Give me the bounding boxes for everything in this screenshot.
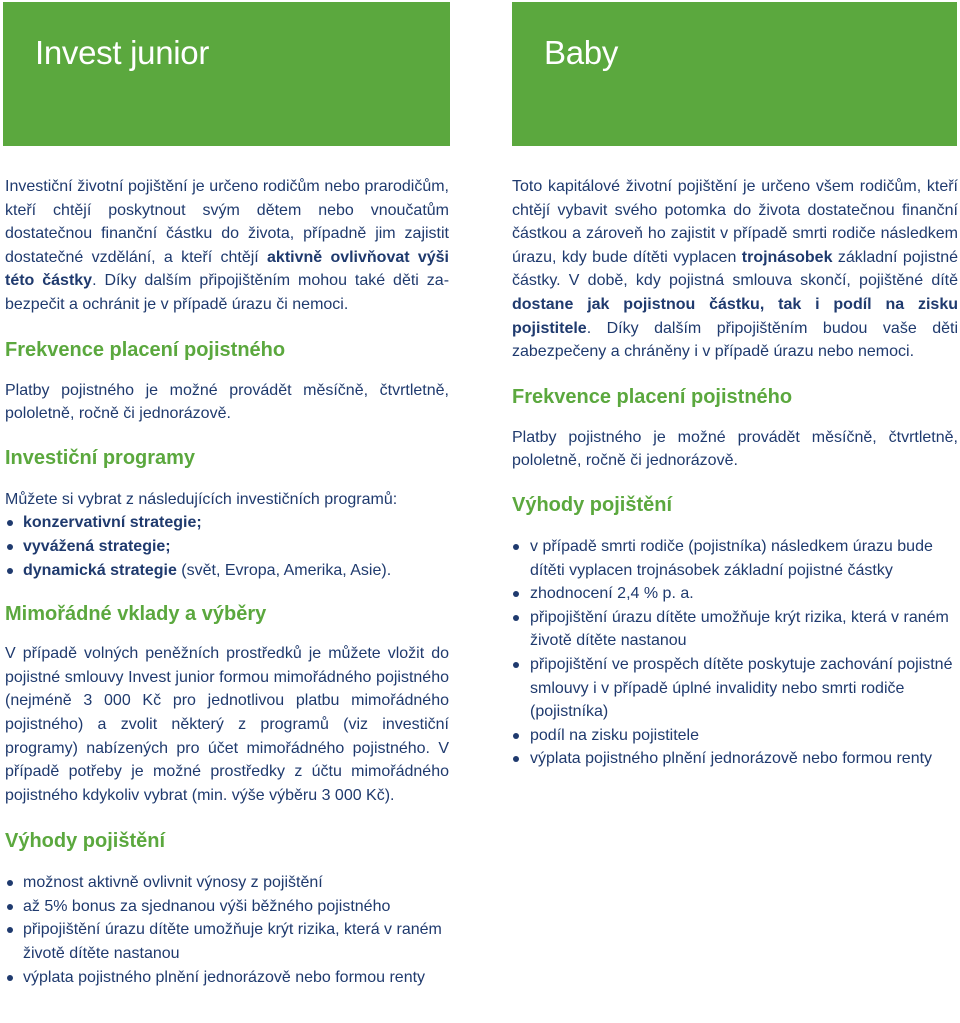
freq-heading: Frekvence placení pojistného [512,385,793,408]
list-item: zhodnocení 2,4 % p. a. [512,582,958,606]
list-item: až 5% bonus za sjednanou výši běžného pojistného [5,895,449,919]
list-item: v případě smrti rodiče (pojistníka) následkem úrazu bude dítěti vyplacen trojnásobek základní pojistné částky [512,535,958,582]
invest-junior-header [3,2,450,146]
programs-intro: Můžete si vybrat z následujících investičních programů: [5,490,398,508]
list-item: dynamická strategie (svět, Evropa, Amerika, Asie). [5,559,449,583]
list-item: možnost aktivně ovlivnit výnosy z pojištění [5,871,449,895]
baby-header [512,2,957,146]
list-item: výplata pojistného plnění jednorázově nebo formou renty [512,747,958,771]
baby-title: Baby [544,34,619,71]
benefits-heading: Výhody pojištění [5,830,166,853]
intro-emphasis: dostane jak pojistnou částku, tak i podíl na zisku pojistitele [512,295,958,337]
extra-heading: Mimořádné vklady a výběry [5,603,267,626]
invest-junior-title: Invest junior [35,34,210,71]
freq-text: Platby pojistného je možné provádět měsíčně, čtvrtletně, pololetně, ročně či jednorázově. [5,381,449,423]
benefits-heading: Výhody pojištění [512,493,673,516]
intro-emphasis: trojnásobek [741,248,833,266]
invest-junior-intro: Investiční životní pojištění je určeno rodičům nebo prarodičům, kteří chtějí poskytnout svým dětem nebo vnoučatům dostatečnou finanční částku do života, případně jim zajistit dostatečné vzdělání, a kteří chtějí aktivně ovlivňovat výši této částky. Díky dalším připojištěním mohou také děti zabezpečit a ochránit je v případě úrazu či nemoci. [5,178,450,313]
list-item: podíl na zisku pojistitele [512,724,958,748]
list-item: připojištění úrazu dítěte umožňuje krýt rizika, která v raném životě dítěte nastanou [5,918,449,965]
list-item: konzervativní strategie; [5,511,449,535]
baby-column [512,175,958,771]
freq-text: Platby pojistného je možné provádět měsíčně, čtvrtletně, pololetně, ročně či jednorázově. [512,428,958,470]
benefits-list [512,535,958,771]
programs-heading: Investiční programy [5,446,196,469]
list-item: připojištění úrazu dítěte umožňuje krýt rizika, která v raném životě dítěte nastanou [512,606,958,653]
baby-intro: Toto kapitálové životní pojištění je určeno všem rodičům, kteří chtějí vybavit svého potomka do života dostatečnou finanční částkou a zároveň ho zajistit v případě smrti rodiče následkem úrazu, kdy bude dítěti vyplacen trojnásobek základní pojistné částky. V době, kdy pojistná smlouva skončí, pojištěné dítě dostane jak pojistnou částku, tak i podíl na zisku pojistitele. Díky dalším připojištěním budou vaše děti zabezpečeny a chráněny i v případě úrazu nebo nemoci. [512,178,958,361]
list-item: výplata pojistného plnění jednorázově nebo formou renty [5,966,449,990]
invest-junior-column [5,175,449,989]
freq-heading: Frekvence placení pojistného [5,338,286,361]
intro-emphasis: aktivně ovlivňovat výši této částky [5,248,449,290]
extra-text: V případě volných peněžních prostředků je můžete vložit do pojistné smlouvy Invest junior formou mimořádného pojistného (nejméně 3 000 Kč pro jednotlivou platbu mimořádného pojistného) a zvolit některý z programů (viz investiční programy) nabízených pro účet mimořádného pojistného. V případě potřeby je možné prostředky z účtu mimořádného pojistného kdykoliv vybrat (min. výše výběru 3 000 Kč). [5,645,449,804]
programs-list [5,511,449,582]
list-item: vyvážená strategie; [5,535,449,559]
list-item: připojištění ve prospěch dítěte poskytuje zachování pojistné smlouvy i v případě úplné invalidity nebo smrti rodiče (pojistníka) [512,653,958,724]
benefits-list [5,871,449,989]
